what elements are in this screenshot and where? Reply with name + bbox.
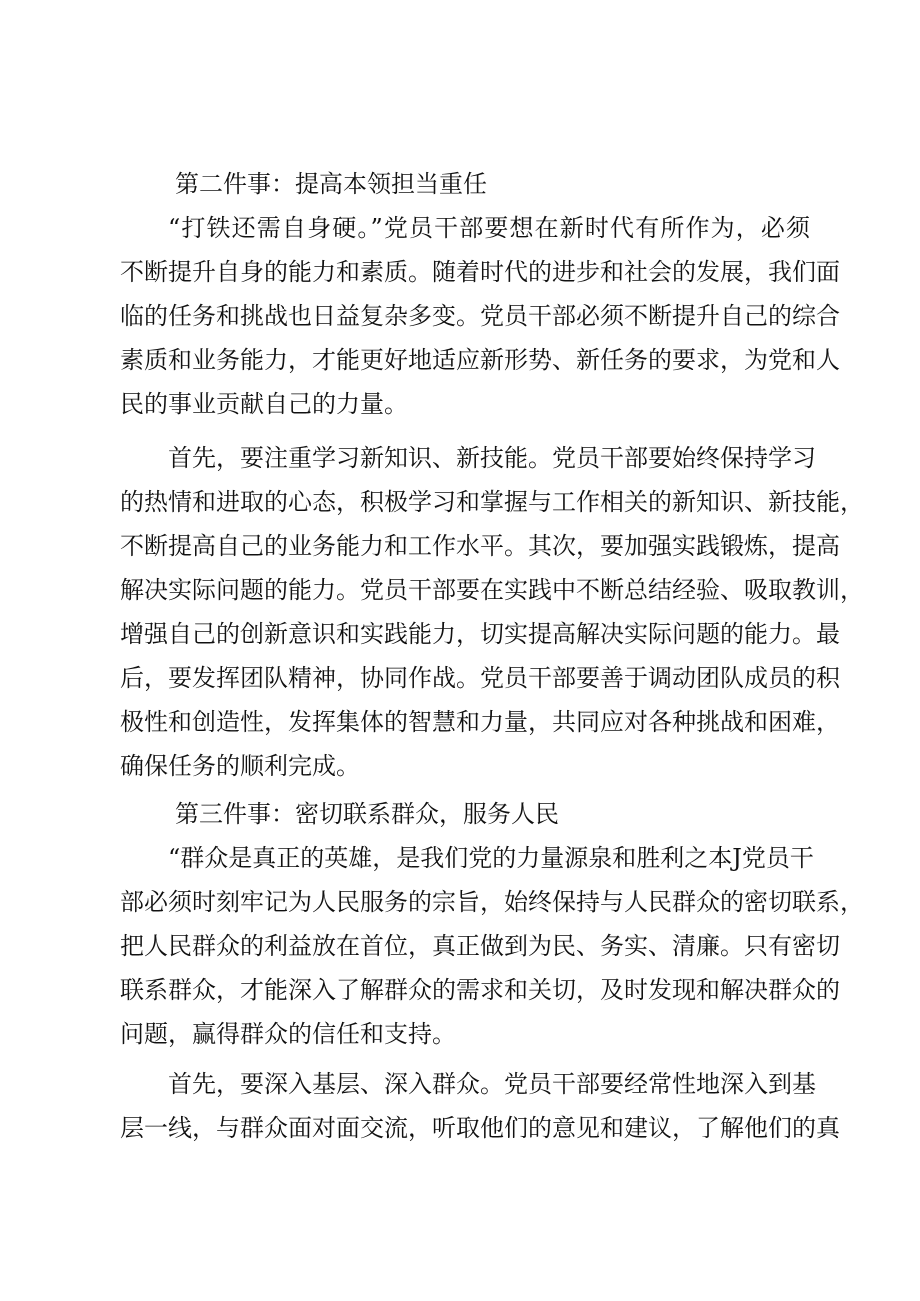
paragraph-line: 首先，要注重学习新知识、新技能。党员干部要始终保持学习 xyxy=(168,444,816,472)
paragraph-line: “打铁还需自身硬。”党员干部要想在新时代有所作为，必须 xyxy=(168,214,810,242)
section-heading: 第三件事：密切联系群众，服务人民 xyxy=(175,800,559,828)
paragraph-line: 后，要发挥团队精神，协同作战。党员干部要善于调动团队成员的积 xyxy=(120,664,840,692)
paragraph-line: 层一线，与群众面对面交流，听取他们的意见和建议，了解他们的真 xyxy=(120,1114,840,1142)
paragraph-line: 部必须时刻牢记为人民服务的宗旨，始终保持与人民群众的密切联系， xyxy=(120,888,864,916)
paragraph-line: 确保任务的顺利完成。 xyxy=(120,752,360,780)
paragraph-line: 的热情和进取的心态，积极学习和掌握与工作相关的新知识、新技能， xyxy=(120,488,864,516)
paragraph-line: 增强自己的创新意识和实践能力，切实提高解决实际问题的能力。最 xyxy=(120,620,840,648)
paragraph-line: 首先，要深入基层、深入群众。党员干部要经常性地深入到基 xyxy=(168,1070,816,1098)
paragraph-line: 临的任务和挑战也日益复杂多变。党员干部必须不断提升自己的综合 xyxy=(120,302,840,330)
paragraph-line: 素质和业务能力，才能更好地适应新形势、新任务的要求，为党和人 xyxy=(120,346,840,374)
section-heading: 第二件事：提高本领担当重任 xyxy=(175,170,487,198)
paragraph-line: 问题，赢得群众的信任和支持。 xyxy=(120,1020,456,1048)
paragraph-line: 极性和创造性，发挥集体的智慧和力量，共同应对各种挑战和困难， xyxy=(120,708,840,736)
paragraph-line: 不断提高自己的业务能力和工作水平。其次，要加强实践锻炼，提高 xyxy=(120,532,840,560)
paragraph-line: 把人民群众的利益放在首位，真正做到为民、务实、清廉。只有密切 xyxy=(120,932,840,960)
paragraph-line: 解决实际问题的能力。党员干部要在实践中不断总结经验、吸取教训， xyxy=(120,576,864,604)
paragraph-line: 民的事业贡献自己的力量。 xyxy=(120,390,408,418)
paragraph-line: 不断提升自身的能力和素质。随着时代的进步和社会的发展，我们面 xyxy=(120,258,840,286)
paragraph-line: 联系群众，才能深入了解群众的需求和关切，及时发现和解决群众的 xyxy=(120,976,840,1004)
paragraph-line: “群众是真正的英雄，是我们党的力量源泉和胜利之本J党员干 xyxy=(168,844,814,872)
